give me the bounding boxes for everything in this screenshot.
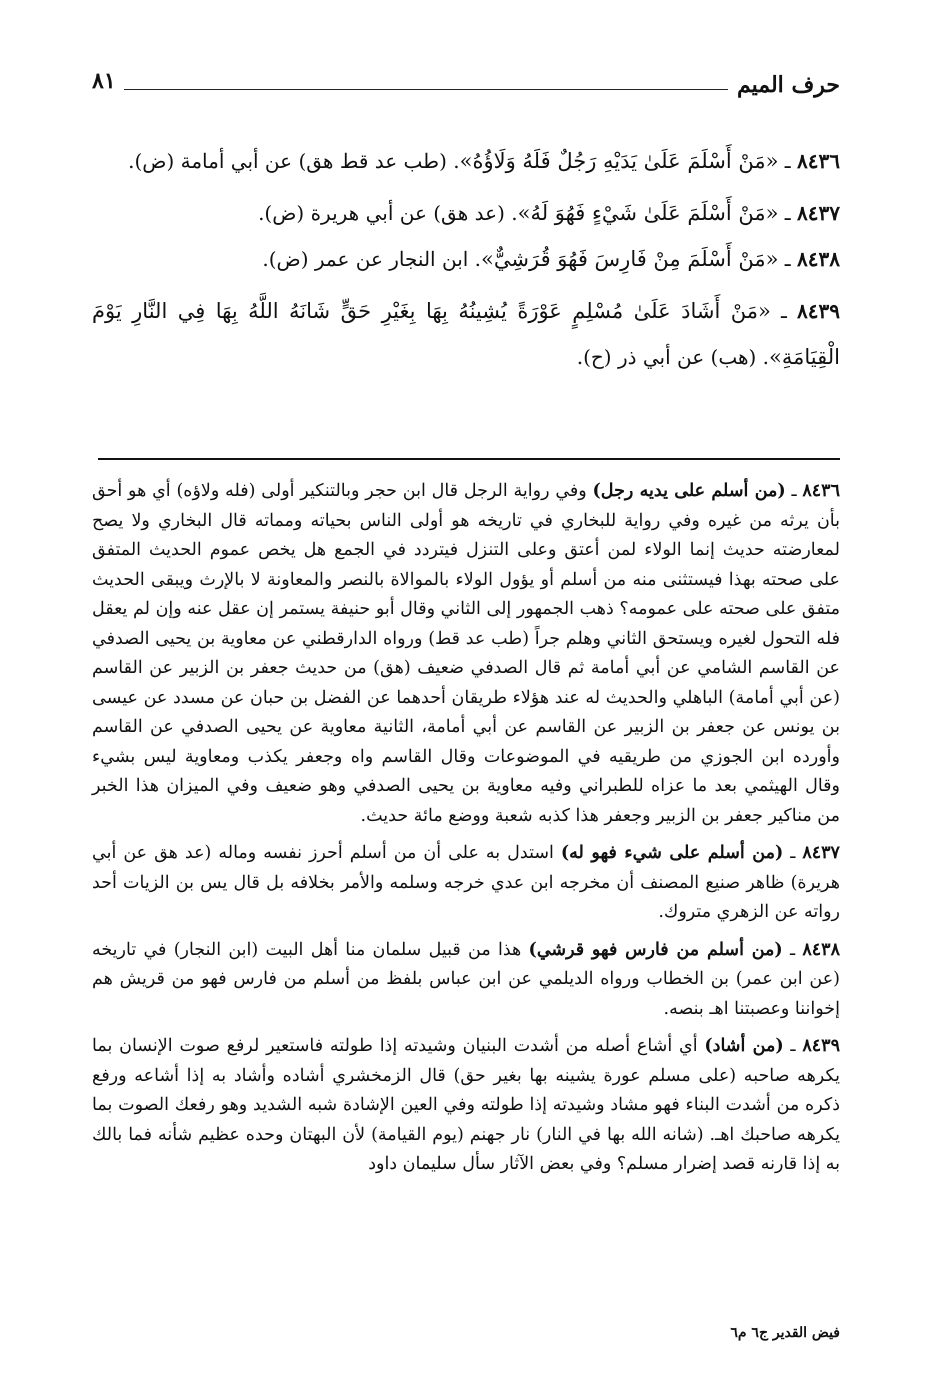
commentary-text: استدل به على أن من أسلم أحرز نفسه وماله (عد هق عن أبي هريرة) ظاهر صنيع المصنف أن مخرجه ابن عدي خرجه وسلمه والأمر بخلافه بل قال يس بن الزيات أحد رواته عن الزهري متروك. xyxy=(92,843,840,922)
chapter-title: حرف الميم xyxy=(736,72,840,98)
commentary-entry: ٨٤٣٨ ـ (من أسلم من فارس فهو قرشي) هذا من قبيل سلمان منا أهل البيت (ابن النجار) في تاريخه (عن ابن عمر) بن الخطاب ورواه الديلمي عن ابن عباس بلفظ من أسلم من فارس فهو من قريش هم إخواننا وعصبتنا اهـ بنصه. xyxy=(92,939,840,1019)
commentary-quote: (من أسلم على شيء فهو له) xyxy=(560,843,784,863)
hadith-source: ابن النجار عن عمر (ض). xyxy=(262,247,469,271)
commentary-entry: ٨٤٣٧ ـ (من أسلم على شيء فهو له) استدل به على أن من أسلم أحرز نفسه وماله (عد هق عن أبي هريرة) ظاهر صنيع المصنف أن مخرجه ابن عدي خرجه وسلمه والأمر بخلافه بل قال يس بن الزيات أحد رواته عن الزهري متروك. xyxy=(92,843,840,922)
hadith-text: «مَنْ أَشَادَ عَلَىٰ مُسْلِمٍ عَوْرَةً يُشِينُهُ بِهَا بِغَيْرِ حَقٍّ شَانَهُ اللَّهُ بِهَا فِي النَّارِ يَوْمَ الْقِيَامَةِ» xyxy=(92,299,840,369)
hadith-entry: ٨٤٣٦ ـ «مَنْ أَسْلَمَ عَلَىٰ يَدَيْهِ رَجُلٌ فَلَهُ وَلَاؤُهُ». (طب عد قط هق) عن أبي أمامة (ض). xyxy=(128,149,840,173)
hadith-number: ٨٤٣٨ xyxy=(797,247,840,271)
commentary-number: ٨٤٣٩ xyxy=(802,1036,840,1056)
page-header xyxy=(92,62,840,102)
commentary-number: ٨٤٣٨ xyxy=(802,939,840,960)
hadith-entry: ٨٤٣٨ ـ «مَنْ أَسْلَمَ مِنْ فَارِسَ فَهُوَ قُرَشِيٌّ». ابن النجار عن عمر (ض). xyxy=(262,247,840,271)
commentary-text: وفي رواية الرجل قال ابن حجر وبالتنكير أولى (فله ولاؤه) أي هو أحق بأن يرثه من غيره وفي رواية للبخاري في تاريخه هو أولى الناس بحياته ومماته قال البخاري ولا يصح لمعارضته حديث إنما الولاء لمن أعتق وعلى التنزل فيتردد في الجمع هل يخص عموم الحديث المتفق على صحته بهذا فيستثنى منه من أسلم أو يؤول الولاء بالموالاة بالنصر والمعاونة لا بالإرث ويبقى الحديث متفق على صحته على عمومه؟ ذهب الجمهور إلى الثاني وقال أبو حنيفة يستمر إن عقل عنه وإن لم يعقل فله التحول لغيره ويستحق الثاني وهلم جراً (طب عد قط) ورواه الدارقطني عن معاوية بن يحيى الصدفي عن القاسم الشامي عن أبي أمامة ثم قال الصدفي ضعيف (هق) من حديث جعفر بن الزبير عن القاسم (عن أبي أمامة) الباهلي والحديث له عند هؤلاء طريقان أحدهما عن الفضل بن حبان عن مسدد عن عيسى بن يونس عن جعفر بن الزبير عن القاسم عن أبي أمامة، الثانية معاوية عن يحيى الصدفي عن القاسم وأورده ابن الجوزي من طريقيه في الموضوعات وقال القاسم واه وجعفر يكذب ومعاوية ليس بشيء وقال الهيثمي بعد ما عزاه للطبراني وفيه معاوية بن يحيى الصدفي وهو ضعيف وفي الميزان هذا الخبر من مناكير جعفر بن الزبير وجعفر هذا كذبه شعبة ووضع مائة حديث. xyxy=(92,481,840,826)
commentary-text: هذا من قبيل سلمان منا أهل البيت (ابن النجار) في تاريخه (عن ابن عمر) بن الخطاب ورواه الديلمي عن ابن عباس بلفظ من أسلم من فارس فهو من قريش هم إخواننا وعصبتنا اهـ بنصه. xyxy=(92,939,840,1019)
page xyxy=(92,0,840,1379)
commentary-text: أي أشاع أصله من أشدت البنيان وشيدته إذا طولته فاستعير لرفع صوت الإنسان بما يكرهه صاحبه (على مسلم عورة يشينه بها بغير حق) قال الزمخشري أشاده وأشاد به إذا أشاعه ورفع ذكره من أشدت البناء فهو مشاد وشيدته إذا طولته وفي العين الإشادة شبه الشديد وهو رفعك الصوت بما يكرهه صاحبك اهـ. (شانه الله بها في النار) نار جهنم (يوم القيامة) لأن البهتان وحده عظيم شأنه فما بالك به إذا قارنه قصد إضرار مسلم؟ وفي بعض الآثار سأل سليمان داود xyxy=(92,1036,840,1174)
hadith-number: ٨٤٣٩ xyxy=(797,299,841,323)
page-number: ٨١ xyxy=(92,68,116,94)
hadith-text: «مَنْ أَسْلَمَ عَلَىٰ يَدَيْهِ رَجُلٌ فَلَهُ وَلَاؤُهُ» xyxy=(459,149,779,173)
hadith-source: (هب) عن أبي ذر (ح). xyxy=(576,345,757,369)
hadith-text: «مَنْ أَسْلَمَ عَلَىٰ شَيْءٍ فَهُوَ لَهُ» xyxy=(517,201,779,225)
signature-mark: فيض القدير ج٦ م٦ xyxy=(730,1325,840,1341)
commentary-quote: (من أشاد) xyxy=(704,1036,784,1056)
commentary-section xyxy=(92,477,840,1188)
section-divider xyxy=(98,458,840,460)
hadith-source: (عد هق) عن أبي هريرة (ض). xyxy=(258,201,505,225)
commentary-entry: ٨٤٣٦ ـ (من أسلم على يديه رجل) وفي رواية الرجل قال ابن حجر وبالتنكير أولى (فله ولاؤه) أي هو أحق بأن يرثه من غيره وفي رواية للبخاري في تاريخه هو أولى الناس بحياته ومماته قال البخاري ولا يصح لمعارضته حديث إنما الولاء لمن أعتق وعلى التنزل فيتردد في الجمع هل يخص عموم الحديث المتفق على صحته بهذا فيستثنى منه من أسلم أو يؤول الولاء بالموالاة بالنصر والمعاونة لا بالإرث ويبقى الحديث متفق على صحته على عمومه؟ ذهب الجمهور إلى الثاني وقال أبو حنيفة يستمر إن عقل عنه وإن لم يعقل فله التحول لغيره ويستحق الثاني وهلم جراً (طب عد قط) ورواه الدارقطني عن معاوية بن يحيى الصدفي عن القاسم الشامي عن أبي أمامة ثم قال الصدفي ضعيف (هق) من حديث جعفر بن الزبير عن القاسم (عن أبي أمامة) الباهلي والحديث له عند هؤلاء طريقان أحدهما عن الفضل بن حبان عن مسدد عن عيسى بن يونس عن جعفر بن الزبير عن القاسم عن أبي أمامة، الثانية معاوية عن يحيى الصدفي عن القاسم وأورده ابن الجوزي من طريقيه في الموضوعات وقال القاسم واه وجعفر يكذب ومعاوية ليس بشيء وقال الهيثمي بعد ما عزاه للطبراني وفيه معاوية بن يحيى الصدفي وهو ضعيف وفي الميزان هذا الخبر من مناكير جعفر بن الزبير وجعفر هذا كذبه شعبة ووضع مائة حديث. xyxy=(92,481,840,826)
commentary-quote: (من أسلم على يديه رجل) xyxy=(592,481,786,501)
commentary-quote: (من أسلم من فارس فهو قرشي) xyxy=(528,939,783,960)
header-rule xyxy=(124,89,728,90)
hadith-entry: ٨٤٣٧ ـ «مَنْ أَسْلَمَ عَلَىٰ شَيْءٍ فَهُوَ لَهُ». (عد هق) عن أبي هريرة (ض). xyxy=(258,201,840,225)
hadith-list xyxy=(92,138,840,386)
commentary-number: ٨٤٣٧ xyxy=(802,843,840,863)
commentary-entry: ٨٤٣٩ ـ (من أشاد) أي أشاع أصله من أشدت البنيان وشيدته إذا طولته فاستعير لرفع صوت الإنسان بما يكرهه صاحبه (على مسلم عورة يشينه بها بغير حق) قال الزمخشري أشاده وأشاد به إذا أشاعه ورفع ذكره من أشدت البناء فهو مشاد وشيدته إذا طولته وفي العين الإشادة شبه الشديد وهو رفعك الصوت بما يكرهه صاحبك اهـ. (شانه الله بها في النار) نار جهنم (يوم القيامة) لأن البهتان وحده عظيم شأنه فما بالك به إذا قارنه قصد إضرار مسلم؟ وفي بعض الآثار سأل سليمان داود xyxy=(92,1036,840,1174)
hadith-entry: ٨٤٣٩ ـ «مَنْ أَشَادَ عَلَىٰ مُسْلِمٍ عَوْرَةً يُشِينُهُ بِهَا بِغَيْرِ حَقٍّ شَانَهُ اللَّهُ بِهَا فِي النَّارِ يَوْمَ الْقِيَامَةِ». (هب) عن أبي ذر (ح). xyxy=(92,299,841,369)
hadith-source: (طب عد قط هق) عن أبي أمامة (ض). xyxy=(128,149,447,173)
commentary-number: ٨٤٣٦ xyxy=(802,481,840,501)
hadith-number: ٨٤٣٦ xyxy=(797,149,840,173)
hadith-text: «مَنْ أَسْلَمَ مِنْ فَارِسَ فَهُوَ قُرَشِيٌّ» xyxy=(481,247,779,271)
hadith-number: ٨٤٣٧ xyxy=(797,201,840,225)
